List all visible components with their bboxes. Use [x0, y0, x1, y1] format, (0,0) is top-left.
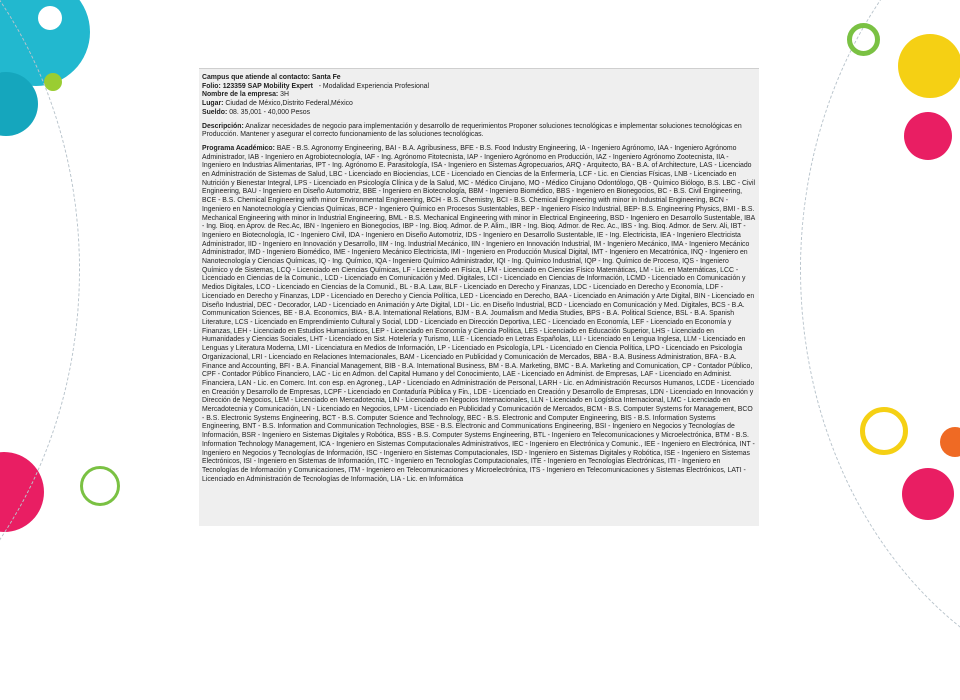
descripcion-label: Descripción: [202, 122, 244, 130]
campus-label: Campus que atiende al contacto: [202, 74, 310, 81]
programa-label: Programa Académico: [202, 144, 275, 152]
deco-ring-green-left [80, 466, 120, 506]
sueldo-line [202, 109, 756, 118]
campus-value: Santa Fe [311, 74, 341, 81]
folio-line [202, 83, 756, 92]
deco-ring-green-right [847, 23, 880, 56]
sueldo-value: 08. 35,001 - 40,000 Pesos [229, 108, 311, 116]
campus-line [202, 74, 756, 83]
deco-ring-yellow-right [860, 407, 908, 455]
lugar-value: Ciudad de México,Distrito Federal,México [225, 100, 353, 108]
deco-circle-yellow-large [898, 34, 960, 98]
folio-value: 123359 SAP Mobility Expert [222, 82, 313, 90]
sueldo-label: Sueldo: [202, 108, 228, 116]
empresa-value: 3H [280, 91, 289, 99]
programa-value: BAE - B.S. Agronomy Engineering, BAI - B.A. Agribusiness, BFE - B.S. Food Industry Engineering, IA - Ingeniero Agrónomo, IAA - Ingeniero Agrónomo Administrador, IAB - Ingeniero en Agrobiotecnología, IAF - Ing. Agrónomo Fitotecnista, IAP - Ingeniero Agrónomo en Producción, IAZ - Ingeniero Agrónomo Zootecnista, IIA - Ingeniero en Industrias Alimentarias, IPT - Ing. Agrónomo E. Parasitología, ISA - Ingeniero en Sistemas Agropecuarios, ARQ - Arquitecto, BA - B.A. of Architecture, LAS - Licenciado en Administración de Sistemas de Salud, LBC - Licenciado en Biociencias, LCE - Licenciado en Ciencias de la Enfermería, LCF - Lic. en Ciencias Físicas, LNB - Licenciado en Nutrición y Bienestar Integral, LPS - Licenciado en Psicología Clínica y de la Salud, MC - Médico Cirujano, MO - Médico Cirujano Odontólogo, QB - Químico Biólogo, B.S. LBC - Civil Engineering, BAU - Ingeniero en Diseño Automotriz, BBE - Ingeniero en Biotecnología, BBM - Ingeniero Biomédico, BBS - Ingeniero en Bionegocios, BC - B.S. Civil Engineering, BCE - B.S. Chemical Engineering with minor Environmental Engineering, BCH - B.S. Chemistry, BCI - B.S. Chemical Engineering with minor in Industrial Engineering, BCN - Ingeniero en Nanotecnología y Ciencias Químicas, BCP - Ingeniero Químico en Procesos Sustentables, BEP - Ingeniero Físico Industrial, BEP- B.S. Engineering Physics, BMI - B.S. Mechanical Engineering with minor in Industrial Engineering, BML - B.S. Mechanical Engineering with minor in Electrical Engineering, BSD - Ingeniero en Desarrollo Sustentable, IBA - Ing. Bioq. en Aprov. de Rec.Ac, IBN - Ingeniero en Bionegocios, IBP - Ing. Bioq. Admor. de P. Alim., IBR - Ing. Bioq. Admor. de Rec. Ac., IBS - Ing. Bioq. Admor. de Serv. Ali, IBT - Ingeniero en Biotecnología, IC - Ingeniero Civil, IDA - Ingeniero en Diseño Automotriz, IDS - Ingeniero en Desarrollo Sustentable, IE - Ing. Electricista, IEA - Ingeniero Electricista Administrador, IID - Ingeniero en Innovación y Desarrollo, IIM - Ing. Industrial Mecánico, IIN - Ingeniero en Innovación Industrial, IM - Ingeniero Mecánico, IMA - Ingeniero Mecánico Administrador, IMD - Ingeniero Biomédico, IME - Ingeniero Mecánico Electricista, IMI - Ingeniero en Producción Musical Digital, IMT - Ingeniero en Mecatrónica, INQ - Ingeniero en Nanotecnología y Ciencias Químicas, IQ - Ing. Químico, IQA - Ingeniero Químico Administrador, IQI - Ing. Químico Industrial, IQP - Ing. Químico de Proceso, IQS - Ingeniero Químico y de Sistemas, LCQ - Licenciado en Ciencias Químicas, LF - Licenciado en Física, LFM - Licenciado en Ciencias Físico Matemáticas, LM - Lic. en Matemáticas, LCC - Licenciado en Ciencias de la Comunic., LCD - Licenciado en Comunicación y Med. Digitales, LCI - Licenciado en Ciencias de Información, LCMD - Licenciado en Comunicación y Medios Digitales, LCO - Licenciado en Ciencias de la Comunid., BL - B.A. Law, BLF - Licenciado en Derecho y Finanzas, LDC - Licenciado en Derecho y Economía, LDF - Licenciado en Derecho y Finanzas, LDP - Licenciado en Derecho y Ciencia Política, LED - Licenciado en Derecho, BAA - Licenciado en Animación y Arte Digital, BIN - Licenciado en Diseño Industrial, DEC - Decorador, LAD - Licenciado en Animación y Arte Digital, LDI - Lic. en Diseño Industrial, BCD - Licenciado en Comunicación y Med. Digitales, BCS - B.A. Communication Sciences, BE - B.A. Economics, BIA - B.A. International Relations, BJM - B.A. Journalism and Media Studies, BPS - B.A. Political Science, BSL - B.A. Spanish Literature, LCS - Licenciado en Emprendimiento Cultural y Social, LDD - Licenciado en Dirección Deportiva, LEC - Licenciado en Economía, LEF - Licenciado en Economía y Finanzas, LEH - Licenciado en Estudios Humanísticos, LEP - Licenciado en Economía y Ciencia Política, LES - Licenciado en Educación Superior, LHS - Licenciado en Humanidades y Ciencias Sociales, LHT - Licenciado en Sist. Hotelería y Turismo, LLE - Licenciado en Letras Españolas, LLI - Licenciado en Lengua Inglesa, LLM - Licenciado en Lenguas y Literatura Moderna, LMI - Licenciatura en Medios de Información, LP - Licenciado en Psicología, LPL - Licenciado en Ciencia Política, LPO - Licenciado en Psicología Organizacional, LRI - Licenciado en Relaciones Internacionales, BAM - Licenciado en Publicidad y Comunicación de Mercados, BBA - B.A. Business Administration, BFA - B.A. Finance and Accounting, BFI - B.A. Financial Management, BIB - B.A. International Business, BM - B.A. Marketing, BMC - B.A. Marketing and Comunication, CP - Contador Público, CPF - Contador Público Financiero, LAC - Lic en Admon. del Capital Humano y del Conocimiento, LAE - Licenciado en Administ. de Empresas, LAF - Licenciado en Administ. Financiera, LAN - Lic. en Comerc. Int. con esp. en Agroneg., LAP - Licenciado en Administración de Personal, LARH - Lic. en Administración Recursos Humanos, LCDE - Licenciado en Creación y Desarrollo de Empresas, LCPF - Licenciado en Contaduría Pública y Fin., LDE - Licenciado en Creación y Desarrollo de Empresas, LDN - Licenciado en Innovación y Dirección de Negocios, LEM - Licenciado en Mercadotecnia, LIN - Licenciado en Negocios Internacionales, LLN - Licenciado en Logística Internacional, LMC - Licenciado en Mercadotecnia y Comunicación, LN - Licenciado en Negocios, LPM - Licenciado en Publicidad y Comunicación de Mercados, BCM - B.S. Computer Systems for Management, BCO - B.S. Electronic Systems Engineering, BCT - B.S. Computer Science and Technology, BEC - B.S. Electronic and Computer Engineering, BIS - B.S. Information Systems Engineering, BNT - B.S. Information and Communication Technologies, BSE - B.S. Electronic and Communications Engineering, BSI - Ingeniero en Negocios y Tecnologías de Información, BSR - Ingeniero en Sistemas Digitales y Robótica, BSS - B.S. Computer Systems Engineering, BTL - Ingeniero en Telecomunicaciones y Microelectrónica, BTM - B.S. Information Technology Management, ICA - Ingeniero en Sistemas Computacionales Administrativos, IEC - Ingeniero en Electrónica y Comunic., IEE - Ingeniero en Electrónica, INT - Ingeniero en Negocios y Tecnologías de Información, ISC - Ingeniero en Sistemas Computacionales, ISD - Ingeniero en Sistemas Digitales y Robótica, ISE - Ingeniero en Sistemas Electrónicos, ISI - Ingeniero en Sistemas de Información, ITC - Ingeniero en Tecnologías Computacionales, ITE - Ingeniero en Tecnologías Electrónicas, ITI - Ingeniero en Tecnologías de Información y Comunicaciones, ITM - Ingeniero en Telecomunicaciones y Microelectrónica, ITS - Ingeniero en Telecomunicaciones y Sistemas Electrónicos, LATI - Licenciado en Administración de Tecnologías de Información, LIA - Lic. en Informática [202, 144, 756, 483]
empresa-line [202, 91, 756, 100]
empresa-label: Nombre de la empresa: [202, 91, 279, 99]
lugar-label: Lugar: [202, 100, 224, 108]
programa-paragraph [202, 145, 756, 484]
deco-arc-left [0, 0, 80, 700]
deco-circle-lime-small [44, 73, 62, 91]
job-posting-document [199, 68, 759, 526]
lugar-line [202, 100, 756, 109]
descripcion-value: Analizar necesidades de negocio para implementación y desarrollo de requerimientos Proponer soluciones tecnológicas e implementar soluciones tecnológicas en Producción. Mantener y asegurar el correcto funcionamiento de las soluciones tecnológicas. [202, 122, 742, 139]
deco-circle-pink-right-top [904, 112, 952, 160]
deco-circle-white-dot [38, 6, 62, 30]
descripcion-paragraph [202, 123, 756, 140]
folio-modality: - Modalidad Experiencia Profesional [318, 82, 430, 90]
deco-arc-right [800, 0, 960, 700]
folio-label: Folio: [202, 82, 221, 90]
deco-circle-pink-right-bottom [902, 468, 954, 520]
